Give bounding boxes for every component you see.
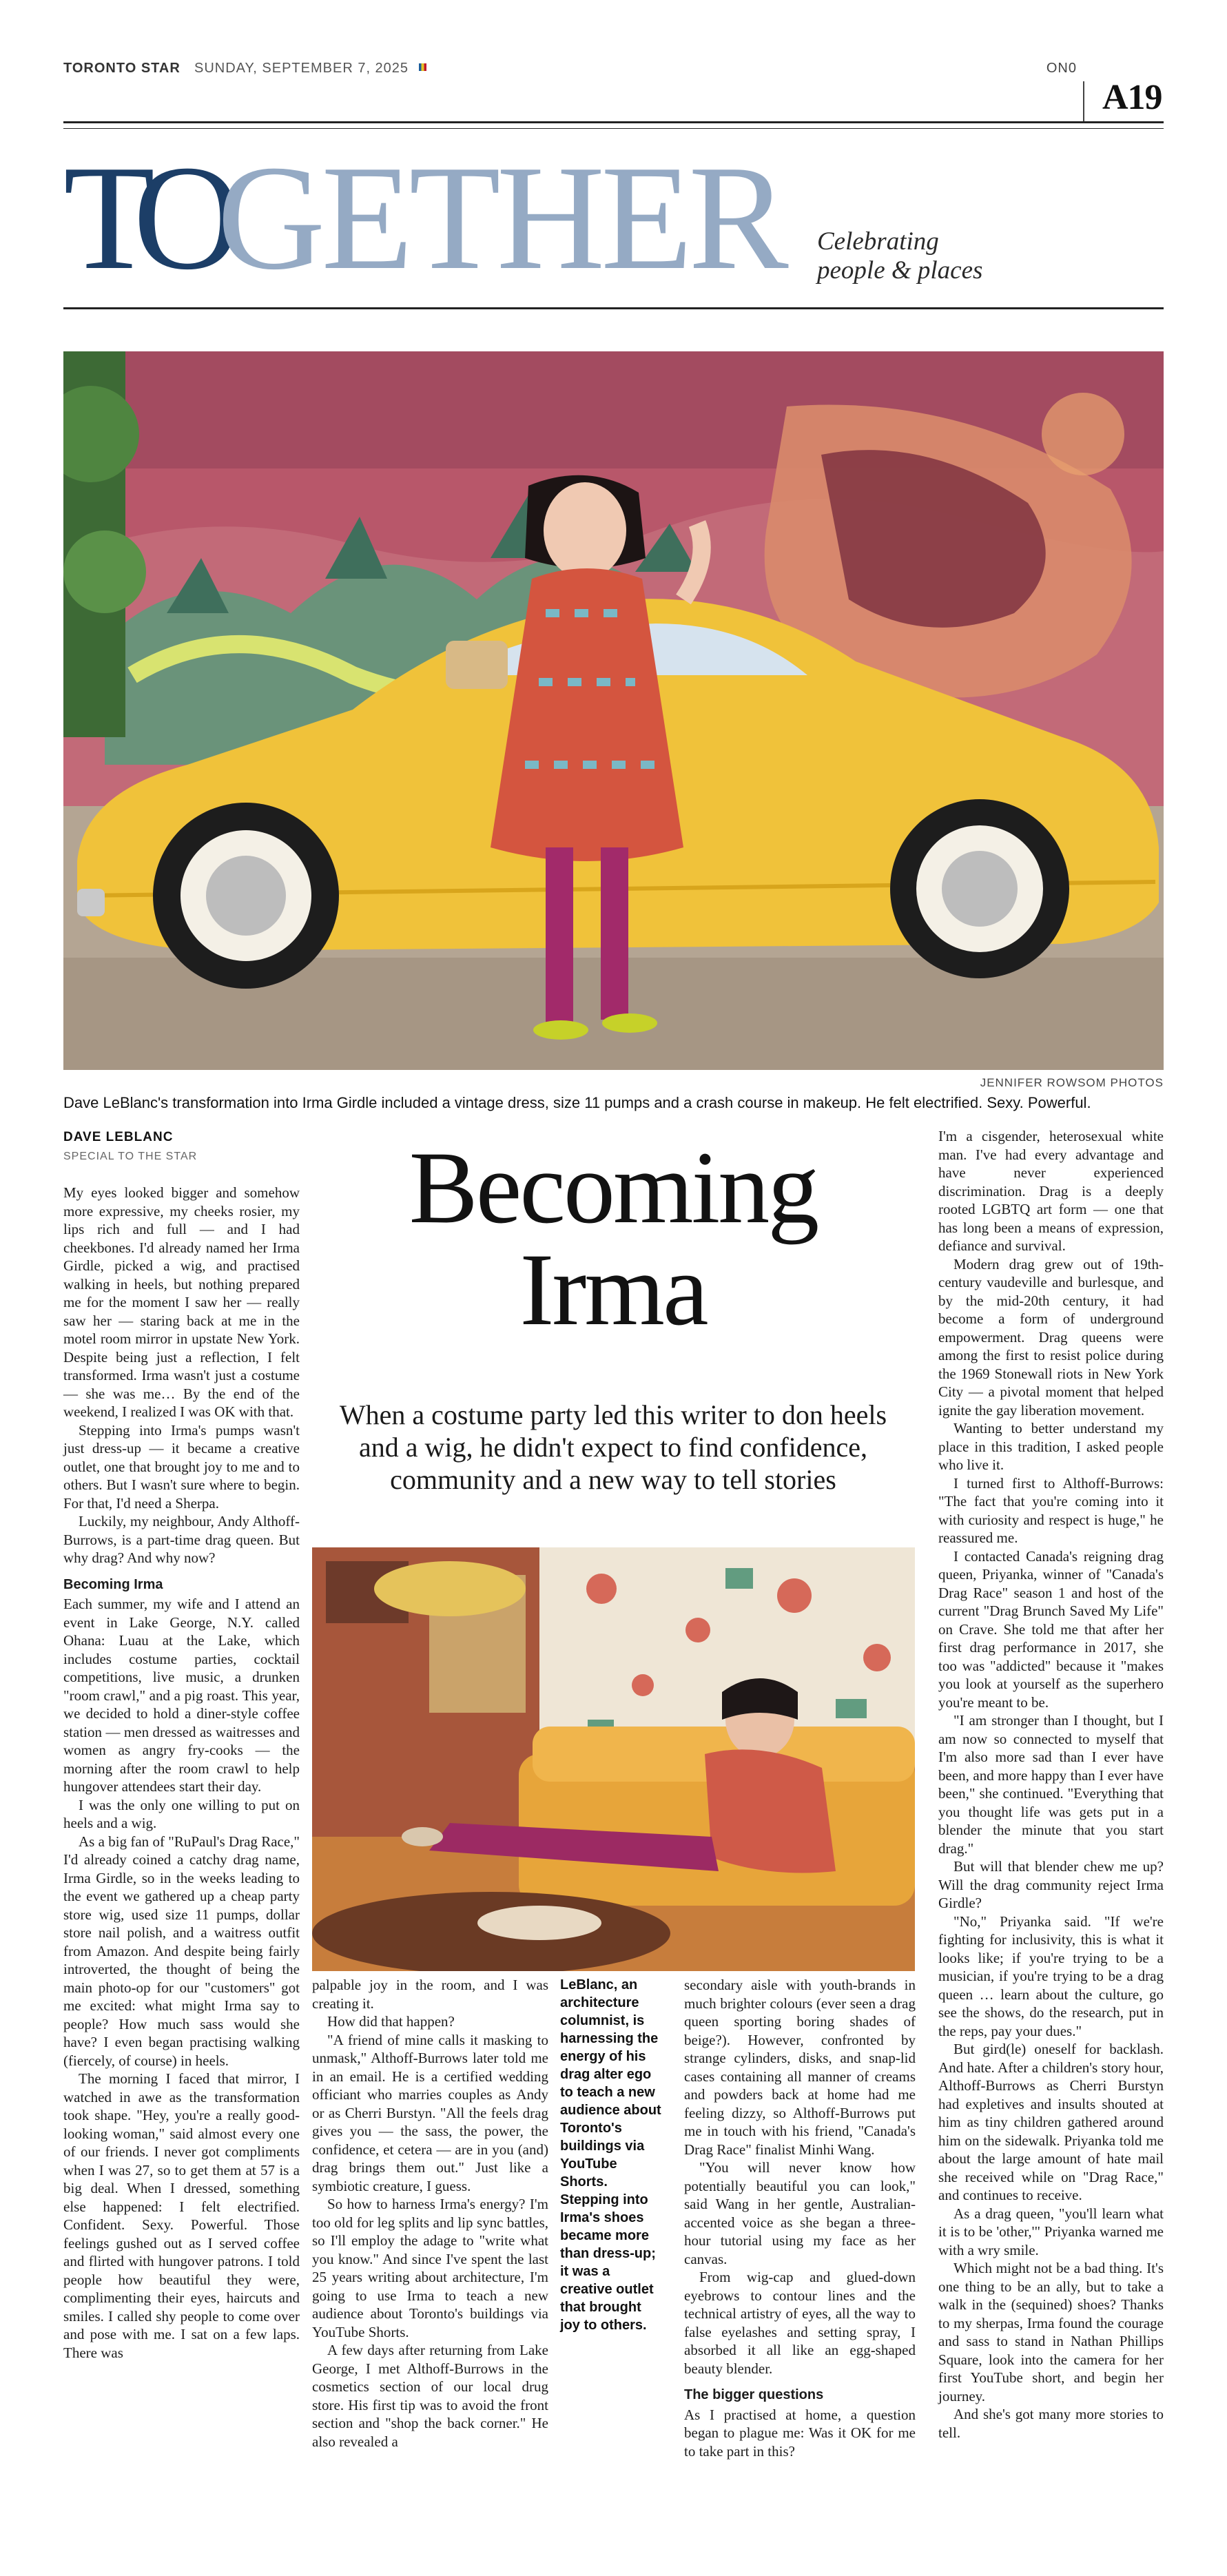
paragraph: From wig-cap and glued-down eyebrows to contour lines and the technical artistry of eyes, all the way to false eyelashes and setting spray, I absorbed it all like an egg-shaped beauty blender. [684,2269,916,2377]
photo-credit: JENNIFER ROWSOM PHOTOS [980,1076,1164,1089]
top-rule-thin [63,128,1164,129]
paragraph: As a big fan of "RuPaul's Drag Race," I'd already coined a catchy drag name, Irma Girdle, so in the weeks leading to the event we gathered up a cheap party store wig, used size 11 pumps, dollar store nail polish, and a waitress outfit from Amazon. And despite being fairly introverted, the thought of being the main photo-op for our "customers" got me excited: what might Irma say to people? How much sass would she have? I even began practising walking (fiercely, of course) in heels. [63,1833,300,2069]
paragraph: I contacted Canada's reigning drag queen, Priyanka, winner of "Canada's Drag Race" season 1 and host of the current "Drag Brunch Saved My Life" on Crave. She told me that after her first drag performance in 2017, she too was "addicted" because it "makes you look at yourself as the superhero you're meant to be. [938,1547,1164,1711]
headline-line-1: Becoming [409,1131,818,1245]
headline-line-2: Irma [519,1233,707,1347]
page-number-divider [1083,81,1084,123]
paragraph: "A friend of mine calls it masking to unmask," Althoff-Burrows later told me in an email. He is a certified wedding officiant who marries couples as Andy or as Cherri Burstyn. "All the feels drag gives you — the sass, the power, the confidence, et cetera — are in you (and) drag brings them out." Just like a symbiotic creature, I guess. [312,2031,548,2194]
body-column-4 [684,1976,916,2460]
byline-subtitle: SPECIAL TO THE STAR [63,1151,198,1162]
paragraph: My eyes looked bigger and somehow more expressive, my cheeks rosier, my lips rich and full — and I had cheekbones. I'd already named her Irma Girdle, picked a wig, and practised walking in heels, but nothing prepared me for the moment I saw her — really saw her — staring back at me in the motel room mirror in upstate New York. Despite being just a reflection, I felt transformed. Irma wasn't just a costume — she was me… By the end of the weekend, I realized I was OK with that. [63,1184,300,1420]
subhead: Becoming Irma [63,1576,163,1592]
paragraph: Stepping into Irma's pumps wasn't just dress-up — it became a creative outlet, one that brought joy to me and to others. But I wasn't sure where to begin. For that, I'd need a Sherpa. [63,1421,300,1512]
paragraph: And she's got many more stories to tell. [938,2406,1164,2441]
paragraph: Modern drag grew out of 19th-century vaudeville and burlesque, and by the mid-20th century, it had become a form of underground empowerment. Drag queens were among the first to resist police during the 1969 Stonewall riots in New York City — a pivotal moment that helped ignite the gay liberation movement. [938,1255,1164,1419]
article-dek: When a costume party led this writer to don heels and a wig, he didn't expect to find confidence, community and a new way to tell stories [339,1399,887,1495]
issue-date: SUNDAY, SEPTEMBER 7, 2025 [194,61,409,76]
body-column-2 [312,1976,548,2451]
body-column-5 [938,1127,1164,2442]
secondary-photo-caption: LeBlanc, an architecture columnist, is harnessing the energy of his drag alter ego to teach a new audience about Toronto's buildings via YouTube Shorts. Stepping into Irma's shoes became more than dress-up; it was a creative outlet that brought joy to others. [560,1977,661,2333]
paragraph: But will that blender chew me up? Will the drag community reject Irma Girdle? [938,1858,1164,1911]
paragraph: As I practised at home, a question began to plague me: Was it OK for me to take part in this? [684,2406,916,2460]
page-number: A19 [1102,78,1162,117]
paragraph: "You will never know how potentially beautiful you can look," said Wang in her gentle, Australian-accented voice as she began a three-hour tutorial using my face as her canvas. [684,2159,916,2267]
paragraph: How did that happen? [327,2013,455,2030]
paragraph: "No," Priyanka said. "If we're fighting for inclusivity, this is what it looks like; if you're trying to be a musician, if you're trying to be a drag queen … learn about the culture, go see the shows, do the research, put in the reps, pay your dues." [938,1913,1164,2039]
section-tagline: Celebrating people & places [817,227,983,285]
paragraph: Which might not be a bad thing. It's one thing to be an ally, but to take a walk in the (sequined) shoes? Thanks to my sherpas, Irma found the courage and sass to stand in Nathan Phillips Square, look into the camera for her first YouTube short, and begin her journey. [938,2260,1164,2404]
byline: DAVE LEBLANC [63,1130,174,1144]
paragraph: I turned first to Althoff-Burrows: "The fact that you're coming into it with curiosity and respect is huge," he reassured me. [938,1474,1164,1546]
article-headline [303,1131,923,1347]
paragraph: palpable joy in the room, and I was creating it. [312,1977,548,2012]
paragraph: But gird(le) oneself for backlash. And hate. After a children's story hour, Althoff-Burrows as Cherri Burstyn had expletives and insults shouted at him as tiny children gathered around him on the sidewalk. Priyanka told me about the large amount of hate mail she received while on "Drag Race," and continues to receive. [938,2041,1164,2203]
paragraph: Each summer, my wife and I attend an event in Lake George, N.Y. called Ohana: Luau at the Lake, which includes costume parties, cocktail competitions, live music, a drunken "room crawl," and a pig roast. This year, we decided to hold a diner-style coffee station — men dressed as waitresses and women as angry fry-cooks — the morning after the room crawl to help hungover attendees start their day. [63,1596,300,1795]
paragraph: The morning I faced that mirror, I watched in awe as the transformation took shape. "Hey, you're a really good-looking woman," said almost every one of our friends. I never got compliments when I was 27, so to get them at 57 is a big deal. When I dressed, something else happened: I felt electrified. Confident. Sexy. Powerful. Those feelings gushed out as I served coffee and flirted with hungover patrons. I told people how beautiful they were, complimenting their eyes, haircuts and smiles. I called shy people to come over and pose with me. I sat on a few laps. There was [63,2070,300,2361]
paragraph: I was the only one willing to put on heels and a wig. [63,1796,300,1831]
section-title-light: GETHER [217,135,785,301]
paragraph: A few days after returning from Lake George, I met Althoff-Burrows in the cosmetics section of our local drug store. His first tip was to avoid the front section and "shop the back corner." He also revealed a [312,2342,548,2450]
paragraph: secondary aisle with youth-brands in much brighter colours (ever seen a drag queen sporting boring shades of beige?). However, confronted by strange cylinders, disks, and snap-lid cases containing all manner of creams and powders back at home had me feeling dizzy, so Althoff-Burrows put me in touch with his friend, "Canada's Drag Race" finalist Minhi Wang. [684,1977,916,2158]
top-rule [63,121,1164,123]
paragraph: Luckily, my neighbour, Andy Althoff-Burrows, is a part-time drag queen. But why drag? And why now? [63,1513,300,1566]
hero-photo [63,351,1164,1070]
publication-name: TORONTO STAR [63,61,181,76]
paragraph: As a drag queen, "you'll learn what it is to be 'other,'" Priyanka warned me with a wry smile. [938,2205,1164,2258]
paragraph: Wanting to better understand my place in this tradition, I asked people who live it. [938,1420,1164,1473]
edition-code: ON0 [1046,61,1077,76]
paragraph: I'm a cisgender, heterosexual white man. I've had every advantage and have never experienced discrimination. Drag is a deeply rooted LGBTQ art form — one that has long been a means of expression, defiance and survival. [938,1128,1164,1254]
secondary-photo [312,1547,915,1971]
paragraph: "I am stronger than I thought, but I am now so connected to myself that I'm also more sad than I ever have been, and more happy than I ever have been," she continued. "Everything that you thought life was gets put in a blender the minute that you start drag." [938,1712,1164,1857]
section-title-dark: TO [63,135,223,301]
hero-caption: Dave LeBlanc's transformation into Irma Girdle included a vintage dress, size 11 pumps and a crash course in makeup. He felt electrified. Sexy. Powerful. [63,1094,1091,1111]
paragraph: So how to harness Irma's energy? I'm too old for leg splits and lip sync battles, so I'll employ the adage to "write what you know." And since I've spent the last 25 years writing about architecture, I'm going to use Irma to teach a new audience about Toronto's buildings via YouTube Shorts. [312,2196,548,2340]
subhead: The bigger questions [684,2387,824,2402]
color-registration-mark [419,63,426,71]
banner-rule [63,307,1164,309]
body-column-1 [63,1184,300,2362]
